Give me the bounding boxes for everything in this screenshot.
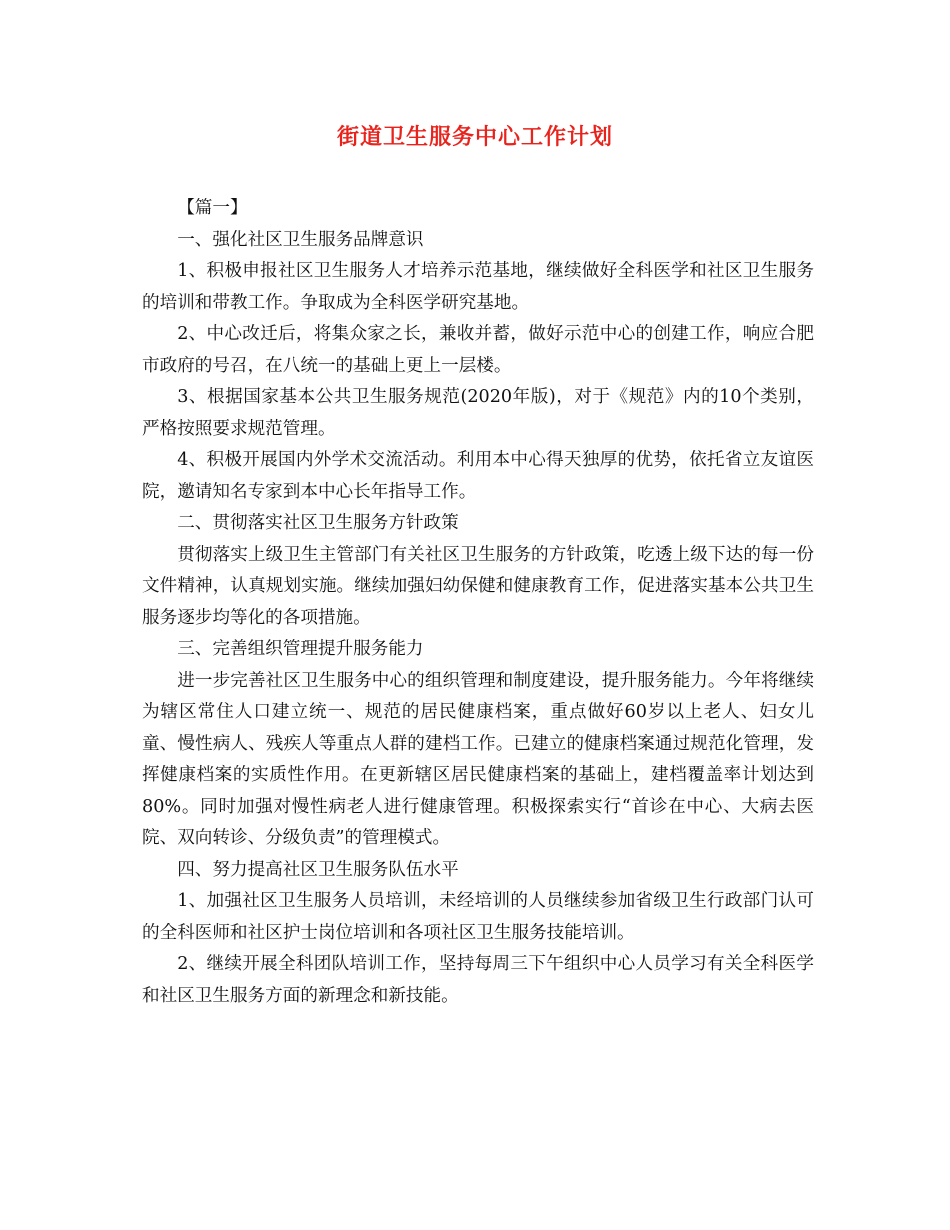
paragraph: 贯彻落实上级卫生主管部门有关社区卫生服务的方针政策，吃透上级下达的每一份文件精神，认真规划实施。继续加强妇幼保健和健康教育工作，促进落实基本公共卫生服务逐步均等化的各项措施。 bbox=[142, 544, 814, 628]
paragraph: 1、加强社区卫生服务人员培训，未经培训的人员继续参加省级卫生行政部门认可的全科医师和社区护士岗位培训和各项社区卫生服务技能培训。 bbox=[142, 891, 814, 943]
section-heading: 四、努力提高社区卫生服务队伍水平 bbox=[177, 859, 459, 880]
paragraph: 2、继续开展全科团队培训工作，坚持每周三下午组织中心人员学习有关全科医学和社区卫生服务方面的新理念和新技能。 bbox=[142, 954, 814, 1006]
section-heading: 二、贯彻落实社区卫生服务方针政策 bbox=[177, 513, 459, 533]
paragraph: 1、积极申报社区卫生服务人才培养示范基地，继续做好全科医学和社区卫生服务的培训和带教工作。争取成为全科医学研究基地。 bbox=[142, 261, 814, 313]
section-heading: 一、强化社区卫生服务品牌意识 bbox=[177, 229, 424, 250]
section-heading: 三、完善组织管理提升服务能力 bbox=[177, 639, 424, 659]
paragraph: 4、积极开展国内外学术交流活动。利用本中心得天独厚的优势，依托省立友谊医院，邀请知名专家到本中心长年指导工作。 bbox=[142, 450, 814, 502]
section-label: 【篇一】 bbox=[177, 198, 248, 218]
document-body bbox=[142, 193, 814, 1012]
document-title: 街道卫生服务中心工作计划 bbox=[336, 124, 613, 150]
paragraph: 3、根据国家基本公共卫生服务规范(2020年版)，对于《规范》内的10个类别，严格按照要求规范管理。 bbox=[142, 387, 814, 439]
paragraph: 2、中心改迁后，将集众家之长，兼收并蓄，做好示范中心的创建工作，响应合肥市政府的号召，在八统一的基础上更上一层楼。 bbox=[142, 324, 814, 376]
paragraph: 进一步完善社区卫生服务中心的组织管理和制度建设，提升服务能力。今年将继续为辖区常住人口建立统一、规范的居民健康档案，重点做好60岁以上老人、妇女儿童、慢性病人、残疾人等重点人群的建档工作。已建立的健康档案通过规范化管理，发挥健康档案的实质性作用。在更新辖区居民健康档案的基础上，建档覆盖率计划达到80%。同时加强对慢性病老人进行健康管理。积极探索实行“首诊在中心、大病去医院、双向转诊、分级负责”的管理模式。 bbox=[142, 670, 814, 848]
